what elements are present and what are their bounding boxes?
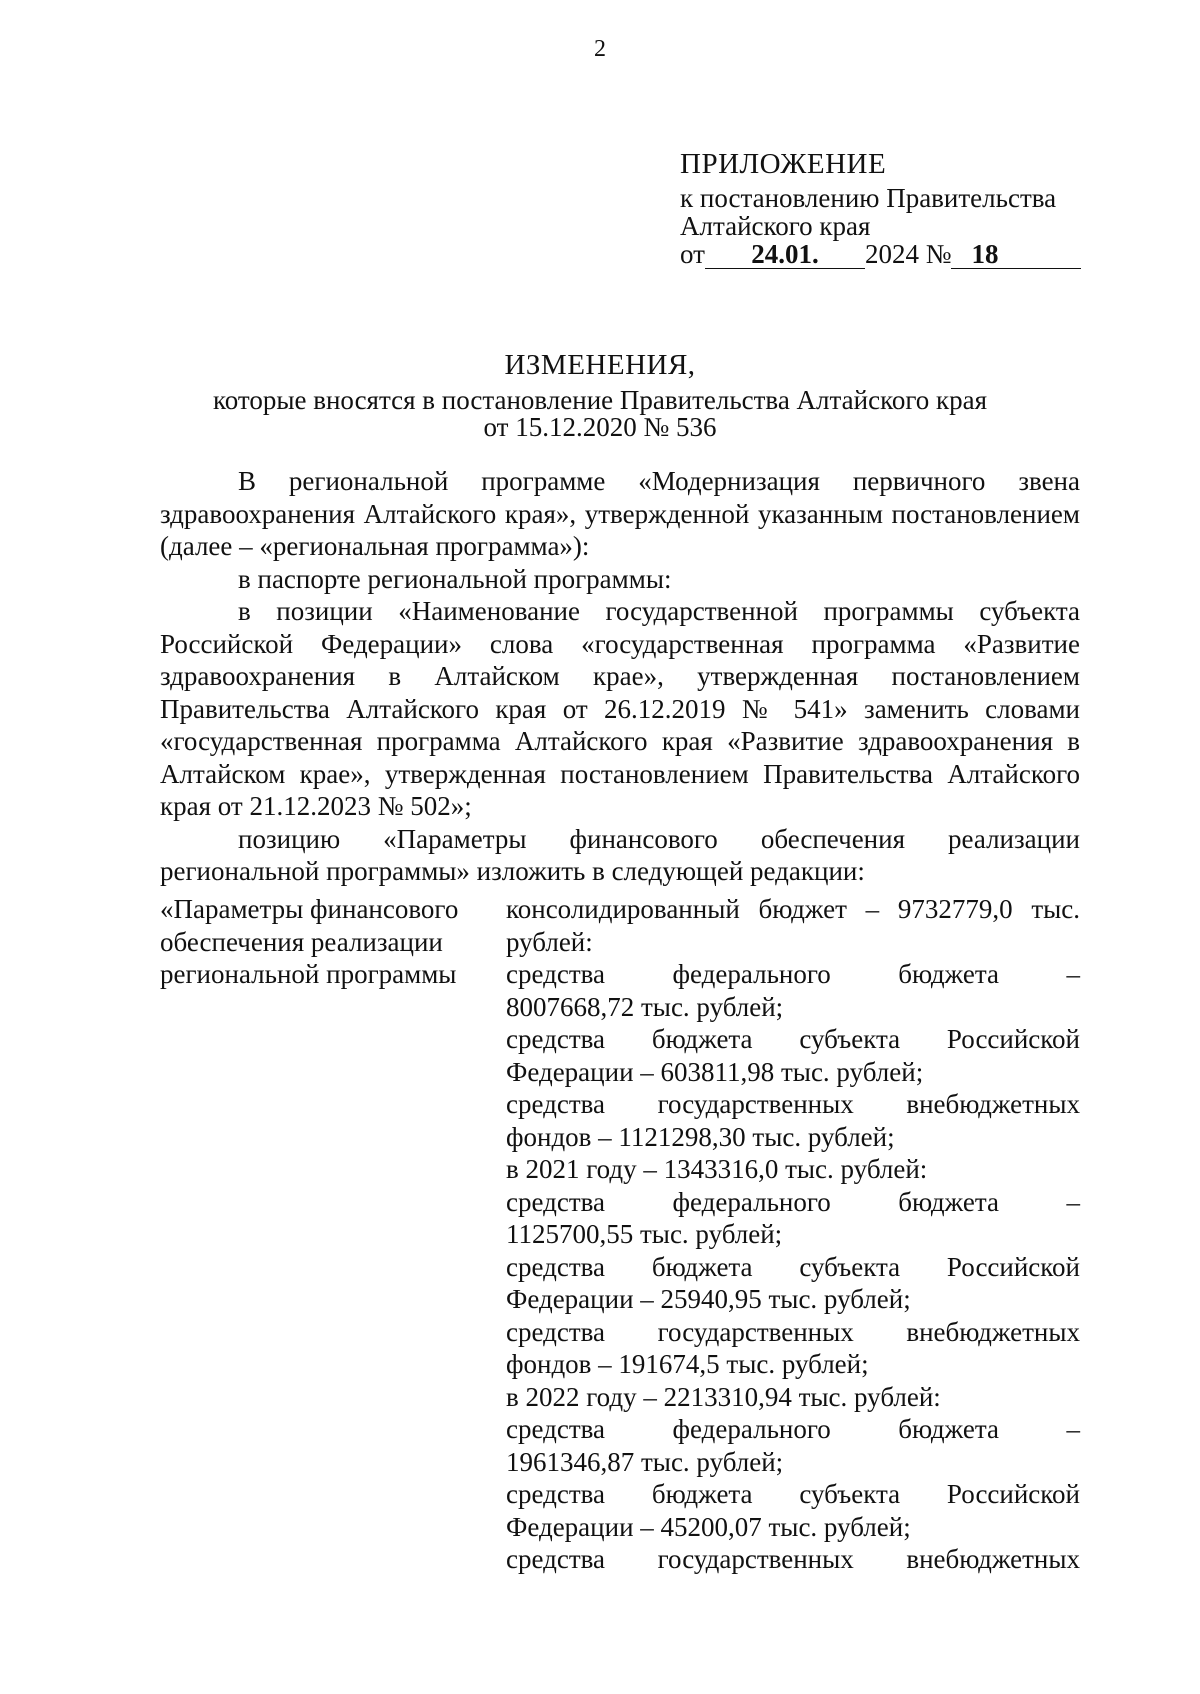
params-value-line: средства государственных внебюджетных: [506, 1316, 1080, 1347]
paragraph: в позиции «Наименование государственной программы субъекта Российской Федерации» слова «государственная программа «Развитие здравоохранения в Алтайском крае», утвержденная постановлением Правительства Алтайского края от 26.12.2019 № 541» заменить словами «государственная программа Алтайского края «Развитие здравоохранения в Алтайском крае», утвержденная постановлением Правительства Алтайского края от 21.12.2023 № 502»;: [160, 596, 1080, 821]
document-heading: [0, 349, 1200, 442]
date-prefix: от: [680, 239, 705, 269]
params-value-line: в 2021 году – 1343316,0 тыс. рублей:: [506, 1154, 928, 1184]
params-value-line: средства федерального бюджета –: [506, 959, 1080, 989]
params-value-line: 8007668,72 тыс. рублей;: [506, 991, 784, 1022]
params-value-line: консолидированный бюджет – 9732779,0 тыс.: [506, 894, 1080, 924]
annex-title: ПРИЛОЖЕНИЕ: [680, 148, 887, 180]
params-value-line: рублей:: [506, 926, 593, 957]
page-number: 2: [594, 36, 606, 62]
params-label-line: обеспечения реализации: [160, 926, 443, 957]
annex-date-line: [680, 240, 1081, 269]
annex-block: [680, 150, 1081, 269]
annex-line-2: Алтайского края: [680, 211, 871, 241]
params-value-line: 1961346,87 тыс. рублей;: [506, 1446, 784, 1477]
annex-line-1: к постановлению Правительства: [680, 183, 1057, 213]
params-value-line: средства государственных внебюджетных: [506, 1089, 1080, 1119]
params-value-line: средства федерального бюджета –: [506, 1186, 1080, 1217]
params-label-column: [160, 893, 480, 991]
params-value-line: фондов – 1121298,30 тыс. рублей;: [506, 1121, 895, 1152]
params-value-line: средства бюджета субъекта Российской: [506, 1251, 1080, 1282]
date-day: 24.01.: [705, 240, 865, 269]
document-number: 18: [951, 240, 1081, 269]
paragraph: в паспорте региональной программы:: [238, 563, 672, 594]
heading-title: ИЗМЕНЕНИЯ,: [504, 349, 696, 381]
heading-line-1: которые вносятся в постановление Правительства Алтайского края: [212, 385, 987, 415]
params-value-line: Федерации – 25940,95 тыс. рублей;: [506, 1284, 911, 1314]
params-value-line: средства бюджета субъекта Российской: [506, 1024, 1080, 1054]
params-value-line: в 2022 году – 2213310,94 тыс. рублей:: [506, 1381, 941, 1412]
params-value-line: Федерации – 603811,98 тыс. рублей;: [506, 1056, 924, 1087]
heading-line-2: от 15.12.2020 № 536: [483, 412, 717, 442]
params-value-line: средства федерального бюджета –: [506, 1414, 1080, 1444]
params-label-line: «Параметры финансового: [160, 894, 459, 924]
paragraph: позицию «Параметры финансового обеспечения реализации региональной программы» изложить в следующей редакции:: [160, 823, 1080, 886]
params-value-column: [506, 893, 1080, 1576]
params-label-line: региональной программы: [160, 959, 457, 989]
params-value-line: 1125700,55 тыс. рублей;: [506, 1219, 783, 1249]
params-value-line: средства бюджета субъекта Российской: [506, 1479, 1080, 1509]
params-value-line: фондов – 191674,5 тыс. рублей;: [506, 1349, 869, 1379]
paragraph: В региональной программе «Модернизация первичного звена здравоохранения Алтайского края», утвержденной указанным постановлением (далее – «региональная программа»):: [160, 466, 1080, 561]
params-value-line: средства государственных внебюджетных: [506, 1544, 1080, 1574]
body-text: [160, 465, 1080, 888]
date-year: 2024 №: [864, 239, 952, 269]
params-value-line: Федерации – 45200,07 тыс. рублей;: [506, 1511, 911, 1542]
